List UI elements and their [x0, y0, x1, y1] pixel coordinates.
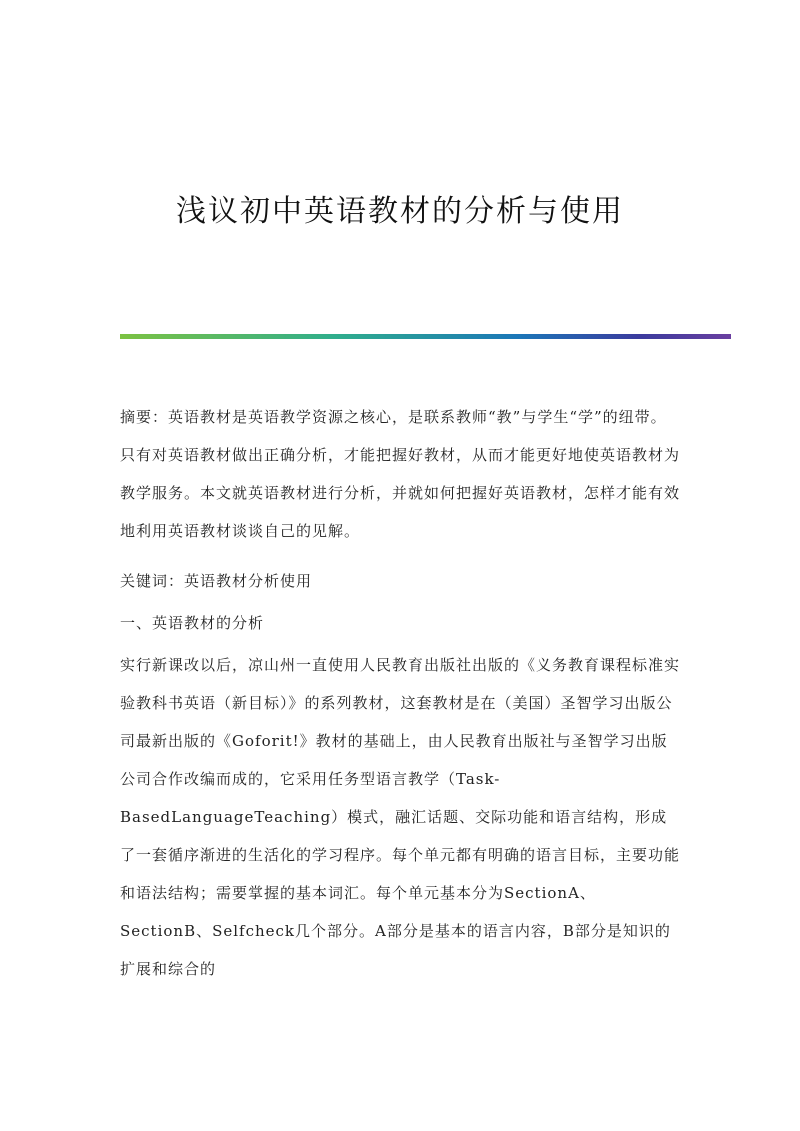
- abstract-paragraph: 摘要：英语教材是英语教学资源之核心，是联系教师“教”与学生“学”的纽带。只有对英语教材做出正确分析，才能把握好教材，从而才能更好地使英语教材为教学服务。本文就英语教材进行分析，并就如何把握好英语教材，怎样才能有效地利用英语教材谈谈自己的见解。: [120, 408, 681, 540]
- title-divider: [120, 334, 731, 339]
- section-body-paragraph: 实行新课改以后，凉山州一直使用人民教育出版社出版的《义务教育课程标准实验教科书英语（新目标）》的系列教材，这套教材是在（美国）圣智学习出版公司最新出版的《Goforit!》教材的基础上，由人民教育出版社与圣智学习出版公司合作改编而成的，它采用任务型语言教学（Task-BasedLanguageTeaching）模式，融汇话题、交际功能和语言结构，形成了一套循序渐进的生活化的学习程序。每个单元都有明确的语言目标，主要功能和语法结构；需要掌握的基本词汇。每个单元基本分为SectionA、SectionB、Selfcheck几个部分。A部分是基本的语言内容，B部分是知识的扩展和综合的: [120, 656, 681, 978]
- document-title: 浅议初中英语教材的分析与使用: [176, 194, 624, 229]
- document-body: [120, 398, 680, 1000]
- section-heading: 一、英语教材的分析: [120, 614, 265, 632]
- keywords-paragraph: 关键词：英语教材分析使用: [120, 572, 313, 590]
